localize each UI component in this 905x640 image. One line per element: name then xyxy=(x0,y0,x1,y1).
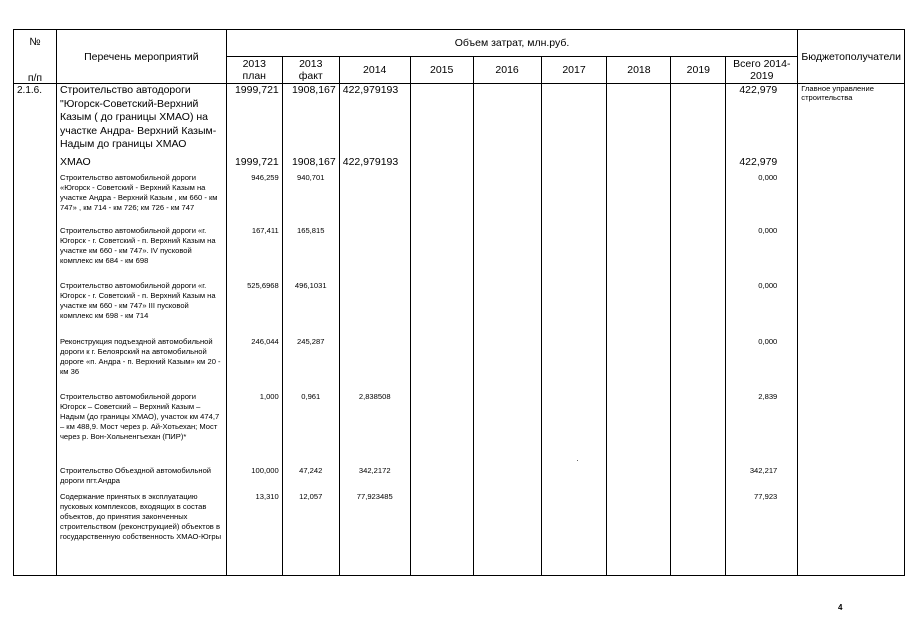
header-2013-fact-label: факт xyxy=(298,70,323,82)
header-2014: 2014 xyxy=(339,57,410,84)
row-2014: 342,2172 xyxy=(339,466,410,492)
header-num-label: № xyxy=(29,35,41,48)
table-row xyxy=(14,156,905,173)
page-number: 4 xyxy=(838,603,843,612)
header-total: Всего 2014-2019 xyxy=(726,57,798,84)
row-name: Строительство Объездной автомобильной дороги пгт.Андра xyxy=(56,466,226,492)
row-name: Строительство автомобильной дороги «Югорск - Советский - Верхний Казым на участке Андра - Верхний Казым , км 660 - км 747» , км 714 - км 726; км 726 - км 747 xyxy=(56,173,226,226)
table-row xyxy=(14,173,905,226)
row-total: 342,217 xyxy=(726,466,798,492)
row-plan-2013: 13,310 xyxy=(226,492,282,576)
header-2013-fact xyxy=(282,57,339,84)
table-row xyxy=(14,337,905,392)
row-2014: 422,979193 xyxy=(339,156,410,173)
row-fact-2013: 165,815 xyxy=(282,226,339,281)
row-name: Строительство автомобильной дороги Югорск – Советский – Верхний Казым – Надым (до границы ХМАО), участок км 474,7 – км 488,9. Мост через р. Ай-Хотьехан; Мост через р. Вон-Хольненгъехан (ПИР)* xyxy=(56,392,226,466)
header-2019: 2019 xyxy=(671,57,726,84)
header-pp-label: п/п xyxy=(27,71,43,84)
row-fact-2013: 1908,167 xyxy=(282,84,339,156)
row-plan-2013: 1999,721 xyxy=(226,156,282,173)
row-recipient: Главное управление строительства xyxy=(798,84,905,156)
row-plan-2013: 100,000 xyxy=(226,466,282,492)
header-2013-fact-year: 2013 xyxy=(299,58,323,70)
header-2013-plan-year: 2013 xyxy=(242,58,266,70)
row-2014: 2,838508 xyxy=(339,392,410,466)
header-2015: 2015 xyxy=(410,57,473,84)
row-fact-2013: 940,701 xyxy=(282,173,339,226)
row-total: 0,000 xyxy=(726,281,798,337)
row-name: Строительство автомобильной дороги «г. Югорск - г. Советский - п. Верхний Казым на участке км 660 - км 747». IV пусковой комплекс км 684 - км 698 xyxy=(56,226,226,281)
row-plan-2013: 1,000 xyxy=(226,392,282,466)
row-fact-2013: 47,242 xyxy=(282,466,339,492)
table-row xyxy=(14,281,905,337)
row-fact-2013: 245,287 xyxy=(282,337,339,392)
header-recipients xyxy=(798,30,905,84)
row-name: Строительство автомобильной дороги «г. Югорск - г. Советский - п. Верхний Казым на участке км 660 - км 747» III пусковой комплекс км 698 - км 714 xyxy=(56,281,226,337)
row-plan-2013: 167,411 xyxy=(226,226,282,281)
header-2017: 2017 xyxy=(541,57,607,84)
row-fact-2013: 0,961 xyxy=(282,392,339,466)
row-total: 0,000 xyxy=(726,173,798,226)
row-plan-2013: 946,259 xyxy=(226,173,282,226)
row-fact-2013: 496,1031 xyxy=(282,281,339,337)
row-name: Содержание принятых в эксплуатацию пусковых комплексов, входящих в состав объектов, до принятия законченных строительством (реконструкцией) объектов в государственную собственность ХМАО-Югры xyxy=(56,492,226,576)
header-2016: 2016 xyxy=(473,57,541,84)
row-total: 422,979 xyxy=(726,156,798,173)
row-total: 0,000 xyxy=(726,337,798,392)
header-2013-plan xyxy=(226,57,282,84)
header-num xyxy=(14,30,57,84)
row-name: ХМАО xyxy=(56,156,226,173)
table-row xyxy=(14,226,905,281)
budget-table xyxy=(13,29,905,576)
table-row xyxy=(14,392,905,466)
row-total: 0,000 xyxy=(726,226,798,281)
scan-speck xyxy=(577,460,578,461)
row-name: Реконструкция подъездной автомобильной дороги к г. Белоярский на автомобильной дороге «п. Андра - п. Верхний Казым» км 20 - км 36 xyxy=(56,337,226,392)
header-cost-label: Объем затрат, млн.руб. xyxy=(454,37,570,49)
row-2014: 77,923485 xyxy=(339,492,410,576)
row-name: Строительство автодороги "Югорск-Советский-Верхний Казым ( до границы ХМАО) на участке Андра- Верхний Казым-Надым до границы ХМАО xyxy=(56,84,226,156)
header-2018: 2018 xyxy=(607,57,671,84)
header-2013-plan-label: план xyxy=(242,70,266,82)
row-fact-2013: 12,057 xyxy=(282,492,339,576)
table-row xyxy=(14,492,905,576)
header-cost xyxy=(226,30,798,57)
row-plan-2013: 246,044 xyxy=(226,337,282,392)
row-plan-2013: 525,6968 xyxy=(226,281,282,337)
row-total: 422,979 xyxy=(726,84,798,156)
table-row xyxy=(14,466,905,492)
row-2014: 422,979193 xyxy=(339,84,410,156)
header-list xyxy=(56,30,226,84)
row-total: 77,923 xyxy=(726,492,798,576)
row-total: 2,839 xyxy=(726,392,798,466)
header-recipients-label: Бюджетополучатели xyxy=(801,50,901,63)
row-plan-2013: 1999,721 xyxy=(226,84,282,156)
row-num: 2.1.6. xyxy=(14,84,57,156)
header-list-label: Перечень мероприятий xyxy=(84,50,199,63)
table-row xyxy=(14,84,905,156)
row-fact-2013: 1908,167 xyxy=(282,156,339,173)
